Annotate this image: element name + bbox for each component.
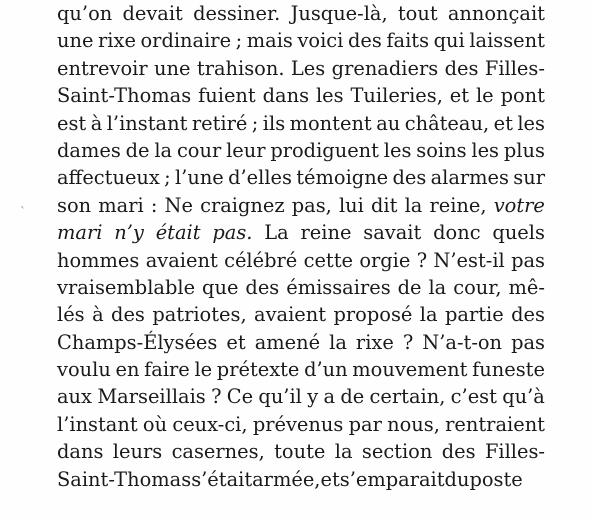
word: s’était [191, 467, 253, 491]
word: : [150, 193, 158, 217]
word: montent [289, 111, 372, 135]
word: avaient [254, 303, 327, 327]
word: cette [303, 248, 353, 272]
word: et [226, 330, 246, 354]
word: mais [246, 29, 293, 53]
word: faits [386, 29, 430, 53]
word: dans [262, 84, 310, 108]
text-line [57, 192, 545, 219]
word: trahison. [196, 56, 285, 80]
word: des [511, 303, 545, 327]
word: rixe [355, 330, 394, 354]
word: des [441, 440, 476, 464]
word: château, [404, 111, 490, 135]
word: Jusque-là, [290, 2, 388, 25]
word: ? [211, 385, 222, 409]
word: lés [57, 303, 85, 327]
word: les [315, 84, 344, 108]
page-speck: ` [20, 205, 26, 219]
word: leurs [112, 440, 163, 464]
word: les [471, 138, 500, 162]
word: une [57, 29, 94, 53]
text-line [57, 0, 545, 27]
word: Ce [226, 385, 254, 409]
word: ; [251, 111, 259, 135]
word: retiré [191, 111, 248, 135]
word: mê- [508, 275, 545, 299]
word: amené [254, 330, 321, 354]
word: prodiguent [270, 138, 379, 162]
word: Ne [164, 193, 193, 217]
word: armée, [252, 467, 321, 491]
word: l’instant [106, 111, 188, 135]
word: grenadiers [331, 56, 439, 80]
word: savait [363, 221, 422, 245]
word: partie [444, 303, 504, 327]
text-line [57, 137, 545, 164]
word: tout [397, 2, 438, 25]
word: dit [371, 193, 398, 217]
word: célébré [224, 248, 298, 272]
word: faire [144, 358, 190, 382]
word: les [517, 111, 545, 135]
word: toute [274, 440, 326, 464]
word: mari [57, 221, 103, 245]
text-line [57, 27, 545, 54]
text-line [57, 164, 545, 191]
word: par [348, 412, 382, 436]
word: ? [402, 330, 414, 354]
word: reine [300, 221, 352, 245]
word: de [340, 385, 365, 409]
text-line [57, 356, 545, 383]
word: aux [57, 385, 92, 409]
word: du [444, 467, 470, 491]
word: des [392, 166, 427, 190]
word: qu’on [57, 2, 113, 25]
word: une [154, 56, 191, 80]
word: N’a-t-on [422, 330, 503, 354]
word: au [376, 111, 401, 135]
word: la [154, 138, 173, 162]
word: le [475, 84, 494, 108]
word: que [202, 275, 239, 299]
word: pas [511, 248, 545, 272]
word: et [449, 84, 470, 108]
word: voici [297, 29, 344, 53]
word: des [111, 303, 145, 327]
word: dessiner. [193, 2, 281, 25]
word: des [444, 56, 479, 80]
word: La [264, 221, 289, 245]
word: d’elles [228, 166, 292, 190]
word: ils [262, 111, 286, 135]
word: des [347, 29, 382, 53]
word: voulu [57, 358, 111, 382]
word: devait [122, 2, 183, 25]
word: prétexte [216, 358, 300, 382]
word: avaient [145, 248, 218, 272]
word: Filles- [484, 440, 545, 464]
word: à [92, 303, 104, 327]
word: ; [235, 29, 243, 53]
word: qui [433, 29, 465, 53]
word: cour [176, 138, 222, 162]
word: Saint-Thomas [57, 84, 192, 108]
word: plus [503, 138, 545, 162]
word: émissaires [286, 275, 391, 299]
text-line [57, 301, 545, 328]
word: de [397, 275, 422, 299]
word: et [320, 467, 340, 491]
word: certain, [369, 385, 446, 409]
word: soins [416, 138, 467, 162]
word: la [329, 330, 347, 354]
word: funeste [472, 358, 545, 382]
text-line [57, 247, 545, 274]
word: Marseillais [97, 385, 206, 409]
word: Champs-Élysées [57, 330, 218, 354]
word: la [419, 303, 438, 327]
word: patriotes, [152, 303, 247, 327]
word: c’est [450, 385, 497, 409]
word: prévenus [252, 412, 344, 436]
word: ; [164, 166, 171, 190]
word: d’un [304, 358, 348, 382]
word: qu’à [502, 385, 545, 409]
text-line [57, 274, 545, 301]
word: rixe [98, 29, 136, 53]
body-text [57, 0, 545, 493]
word: à [90, 111, 103, 135]
word: les [383, 138, 412, 162]
word: votre [493, 193, 545, 217]
word: fuient [198, 84, 256, 108]
word: le [194, 358, 213, 382]
word: nous, [387, 412, 440, 436]
word: lui [338, 193, 364, 217]
word: quels [492, 221, 545, 245]
word: pas [511, 330, 545, 354]
word: leur [226, 138, 266, 162]
word: mari [98, 193, 144, 217]
word: ordinaire [140, 29, 232, 53]
word: proposé [333, 303, 413, 327]
word: la [334, 440, 353, 464]
text-line [57, 411, 545, 438]
text-line [57, 329, 545, 356]
word: pas. [212, 221, 253, 245]
word: ceux-ci, [172, 412, 248, 436]
text-line [57, 110, 545, 137]
word: de [125, 138, 150, 162]
text-line [57, 466, 545, 493]
word: annonçait [447, 2, 545, 25]
word: section [361, 440, 433, 464]
text-line [57, 438, 545, 465]
word: casernes, [171, 440, 265, 464]
word: la [428, 275, 447, 299]
word: hommes [57, 248, 140, 272]
word: s’emparait [339, 467, 445, 491]
word: ? [416, 248, 428, 272]
word: Tuileries, [350, 84, 443, 108]
word: affectueux [57, 166, 160, 190]
word: cour, [453, 275, 502, 299]
word: poste [469, 467, 523, 491]
word: pas, [291, 193, 332, 217]
word: l’instant [57, 412, 138, 436]
text-line [57, 383, 545, 410]
word: son [57, 193, 92, 217]
word: était [155, 221, 201, 245]
word: et [493, 111, 513, 135]
word: dames [57, 138, 121, 162]
word: N’est-il [433, 248, 505, 272]
word: la [404, 193, 423, 217]
word: l’une [174, 166, 224, 190]
text-line [57, 82, 545, 109]
word: Les [290, 56, 326, 80]
word: n’y [114, 221, 144, 245]
text-line [57, 55, 545, 82]
word: orgie [359, 248, 411, 272]
word: entrevoir [57, 56, 148, 80]
word: rentraient [445, 412, 545, 436]
word: où [142, 412, 168, 436]
word: y [307, 385, 319, 409]
word: donc [433, 221, 481, 245]
word: des [245, 275, 280, 299]
word: est [57, 111, 87, 135]
text-line [57, 219, 545, 246]
word: sur [513, 166, 545, 190]
word: qu’il [258, 385, 302, 409]
word: témoigne [296, 166, 389, 190]
word: laissent [469, 29, 545, 53]
word: dans [57, 440, 104, 464]
word: alarmes [430, 166, 509, 190]
word: reine, [429, 193, 487, 217]
word: Filles- [484, 56, 545, 80]
word: craignez [200, 193, 285, 217]
word: mouvement [352, 358, 468, 382]
word: en [115, 358, 140, 382]
word: vraisemblable [57, 275, 196, 299]
word: pont [500, 84, 545, 108]
word: a [323, 385, 336, 409]
word: Saint-Thomas [57, 467, 192, 491]
